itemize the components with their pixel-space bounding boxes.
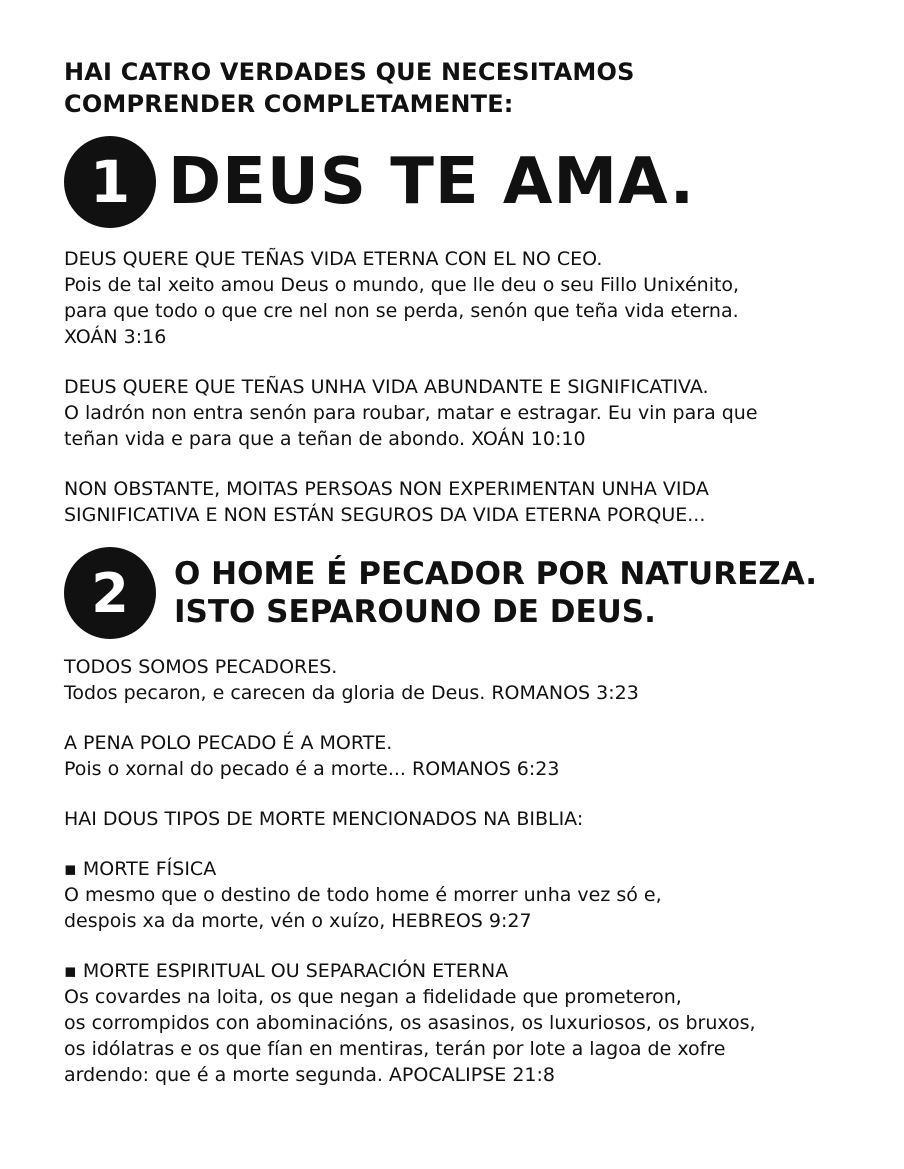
section-2-heading	[174, 555, 817, 631]
number-2-badge: 2	[64, 547, 156, 639]
section-2-heading-line-1: O HOME É PECADOR POR NATUREZA.	[174, 556, 818, 592]
bullet-title: ▪ MORTE FÍSICA	[64, 858, 217, 880]
section-1-paragraph-2	[64, 374, 864, 452]
paragraph-line: os corrompidos con abominacións, os asasinos, os luxuriosos, os bruxos,	[64, 1012, 756, 1034]
section-1-heading: DEUS TE AMA.	[168, 145, 696, 219]
intro-line-2: COMPRENDER COMPLETAMENTE:	[64, 90, 514, 118]
bullet-title: ▪ MORTE ESPIRITUAL OU SEPARACIÓN ETERNA	[64, 960, 509, 982]
paragraph-line: os idólatras e os que fían en mentiras, terán por lote a lagoa de xofre	[64, 1038, 726, 1060]
paragraph-line: SIGNIFICATIVA E NON ESTÁN SEGUROS DA VIDA ETERNA PORQUE...	[64, 504, 706, 526]
paragraph-line: NON OBSTANTE, MOITAS PERSOAS NON EXPERIMENTAN UNHA VIDA	[64, 478, 709, 500]
section-2-paragraph-3	[64, 806, 864, 832]
paragraph-title: DEUS QUERE QUE TEÑAS VIDA ETERNA CON EL NO CEO.	[64, 248, 603, 270]
intro-line-1: HAI CATRO VERDADES QUE NECESITAMOS	[64, 58, 635, 86]
section-2-heading-line-2: ISTO SEPAROUNO DE DEUS.	[174, 594, 656, 630]
section-1-header	[64, 132, 864, 232]
section-2-paragraph-4	[64, 856, 864, 934]
section-2-header	[64, 546, 864, 640]
paragraph-title: DEUS QUERE QUE TEÑAS UNHA VIDA ABUNDANTE E SIGNIFICATIVA.	[64, 376, 709, 398]
section-2-paragraph-1	[64, 654, 864, 706]
paragraph-line: Os covardes na loita, os que negan a fidelidade que prometeron,	[64, 986, 682, 1008]
section-2-paragraph-2	[64, 730, 864, 782]
paragraph-line: teñan vida e para que a teñan de abondo. XOÁN 10:10	[64, 428, 586, 450]
paragraph-title: A PENA POLO PECADO É A MORTE.	[64, 732, 393, 754]
paragraph-title: TODOS SOMOS PECADORES.	[64, 656, 338, 678]
paragraph-line: Todos pecaron, e carecen da gloria de Deus. ROMANOS 3:23	[64, 682, 639, 704]
paragraph-line: Pois o xornal do pecado é a morte... ROMANOS 6:23	[64, 758, 560, 780]
paragraph-line: ardendo: que é a morte segunda. APOCALIPSE 21:8	[64, 1064, 556, 1086]
number-1-badge: 1	[64, 136, 156, 228]
document-page	[64, 56, 864, 1088]
intro-heading	[64, 56, 864, 120]
paragraph-line: O ladrón non entra senón para roubar, matar e estragar. Eu vin para que	[64, 402, 758, 424]
scripture-reference: XOÁN 3:16	[64, 326, 167, 348]
section-1-paragraph-3	[64, 476, 864, 528]
paragraph-line: O mesmo que o destino de todo home é morrer unha vez só e,	[64, 884, 662, 906]
paragraph-title: HAI DOUS TIPOS DE MORTE MENCIONADOS NA BIBLIA:	[64, 808, 584, 830]
paragraph-line: Pois de tal xeito amou Deus o mundo, que lle deu o seu Fillo Unixénito,	[64, 274, 740, 296]
section-1-paragraph-1	[64, 246, 864, 350]
section-2-paragraph-5	[64, 958, 864, 1088]
paragraph-line: despois xa da morte, vén o xuízo, HEBREOS 9:27	[64, 910, 532, 932]
paragraph-line: para que todo o que cre nel non se perda, senón que teña vida eterna.	[64, 300, 739, 322]
